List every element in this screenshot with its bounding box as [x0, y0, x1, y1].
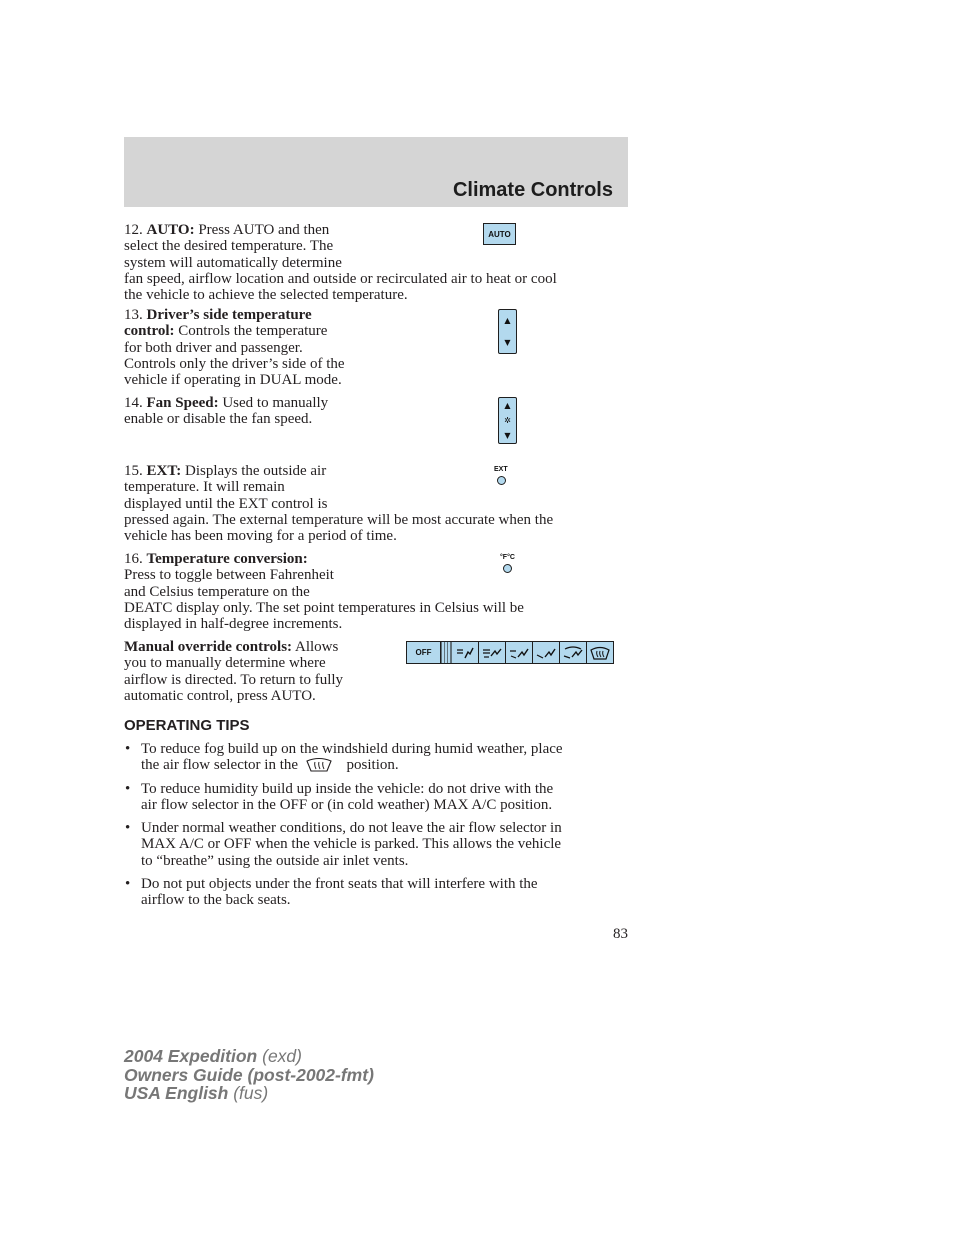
floor-mode-button[interactable]	[533, 642, 560, 663]
ext-button[interactable]	[497, 476, 506, 485]
fan-icon: ✲	[504, 416, 511, 425]
page-number: 83	[613, 926, 628, 942]
defrost-mode-button[interactable]	[587, 642, 613, 663]
item-ext: 15. EXT: Displays the outside air temperature. It will remain displayed until the EXT control is pressed again. The external temperature will be most accurate when the vehicle has been moving for a period of time.	[124, 463, 554, 545]
operating-tips-list	[124, 741, 628, 916]
windshield-defrost-icon	[305, 757, 333, 772]
item-auto: 12. AUTO: Press AUTO and then select the desired temperature. The system will automatically determine fan speed, airflow location and outside or recirculated air to heat or cool the vehicle to achieve the selected temperature.	[124, 222, 557, 304]
manual-override-text: Manual override controls: Allows you to manually determine where airflow is directed. To return to fully automatic control, press AUTO.	[124, 639, 344, 704]
item-fan-speed: 14. Fan Speed: Used to manually enable or disable the fan speed.	[124, 395, 329, 428]
panel-mode-button[interactable]	[479, 642, 506, 663]
document-footer: 2004 Expedition (exd) Owners Guide (post-2002-fmt) USA English (fus)	[124, 1046, 374, 1103]
down-arrow-icon[interactable]: ▼	[504, 337, 511, 347]
temperature-conversion-button[interactable]	[503, 564, 512, 573]
auto-button[interactable]: AUTO	[483, 223, 516, 245]
ext-label: EXT	[494, 466, 508, 473]
airflow-mode-selector[interactable]	[406, 641, 614, 664]
list-item: • To reduce humidity build up inside the vehicle: do not drive with the air flow selector in the OFF or (in cold weather) MAX A/C position.	[125, 780, 554, 813]
floor-defrost-mode-button[interactable]	[560, 642, 587, 663]
fan-speed-rocker[interactable]	[498, 397, 517, 444]
fc-label: °F°C	[500, 554, 515, 561]
panel-airflow-icon	[455, 646, 475, 660]
up-arrow-icon[interactable]: ▲	[504, 401, 511, 410]
off-button[interactable]: OFF	[407, 642, 441, 663]
selector-grip	[441, 642, 452, 663]
item-temperature-conversion: 16. Temperature conversion: Press to toggle between Fahrenheit and Celsius temperature on the DEATC display only. The set point temperatures in Celsius will be displayed in half-degree increments.	[124, 551, 524, 633]
up-arrow-icon[interactable]: ▲	[504, 316, 511, 326]
floor-airflow-icon	[535, 646, 557, 660]
panel-airflow-icon	[481, 646, 503, 660]
header-band	[124, 137, 628, 207]
list-item: • Under normal weather conditions, do not leave the air flow selector in MAX A/C or OFF when the vehicle is parked. This allows the vehicle to “breathe” using the outside air inlet vents.	[125, 820, 562, 869]
max-ac-mode-button[interactable]	[452, 642, 479, 663]
panel-floor-mode-button[interactable]	[506, 642, 533, 663]
temperature-rocker[interactable]	[498, 309, 517, 354]
floor-defrost-icon	[562, 646, 584, 660]
panel-floor-airflow-icon	[508, 646, 530, 660]
down-arrow-icon[interactable]: ▼	[504, 431, 511, 440]
operating-tips-heading: OPERATING TIPS	[124, 717, 250, 734]
page-title: Climate Controls	[452, 179, 613, 201]
windshield-defrost-icon	[589, 646, 611, 660]
item-driver-temperature: 13. Driver’s side temperature control: Controls the temperature for both driver and passenger. Controls only the driver’s side of the vehicle if operating in DUAL mode.	[124, 307, 345, 389]
list-item: • Do not put objects under the front seats that will interfere with the airflow to the back seats.	[125, 876, 538, 909]
list-item: • To reduce fog build up on the windshield during humid weather, place the air flow selector in the position.	[125, 741, 563, 774]
